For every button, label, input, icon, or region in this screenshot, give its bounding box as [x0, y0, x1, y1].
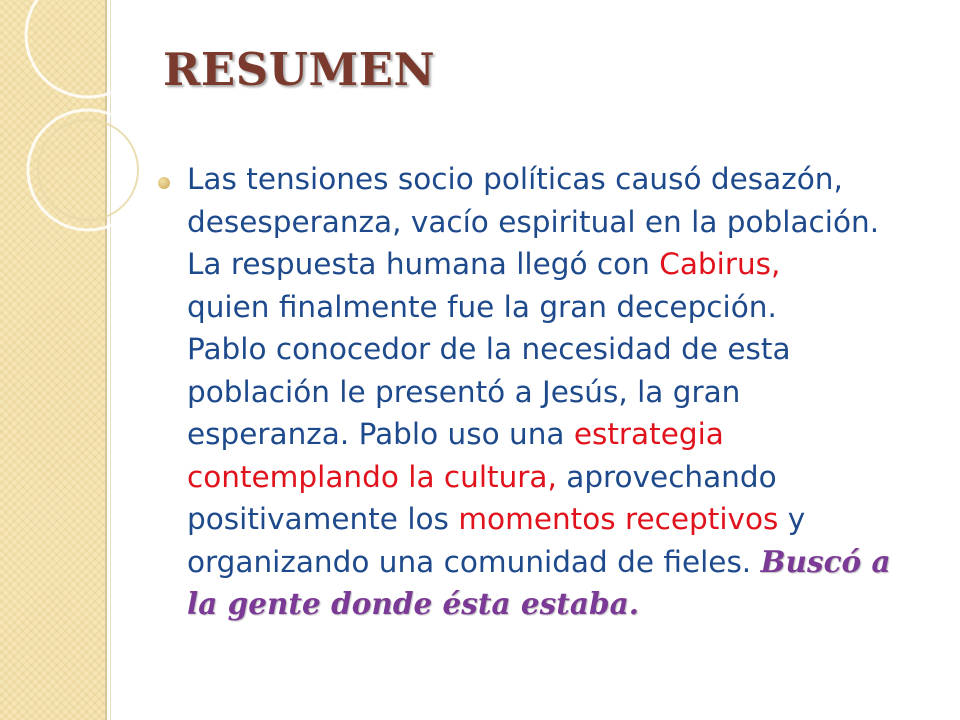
summary-paragraph	[187, 158, 932, 626]
highlight-cabirus: Cabirus,	[659, 247, 781, 281]
decorative-circle-outer	[26, 0, 140, 97]
highlight-momentos-receptivos: momentos receptivos	[458, 502, 779, 536]
bullet-icon	[158, 177, 170, 189]
highlight-contemplando-la-cultura: contemplando la cultura,	[187, 459, 557, 494]
decorative-circle-lower	[28, 110, 140, 230]
decorative-circle-lower-inner	[38, 120, 138, 220]
text-line-7: esperanza. Pablo uso una	[187, 417, 574, 451]
text-line-5: Pablo conocedor de la necesidad de esta	[187, 332, 791, 366]
text-line-3: La respuesta humana llegó con	[187, 247, 660, 281]
highlight-estrategia: estrategia	[573, 417, 724, 451]
text-line-8-end: aprovechando	[556, 459, 777, 494]
emphasis-la-gente-donde: la gente donde ésta estaba.	[187, 586, 640, 621]
text-line-4: quien finalmente fue la gran decepción.	[187, 289, 777, 324]
text-line-1: Las tensiones socio políticas causó desazón,	[187, 162, 843, 196]
text-line-9-end: y	[778, 502, 806, 536]
text-line-10: organizando una comunidad de fieles.	[187, 544, 761, 579]
decorative-circles	[0, 0, 140, 260]
emphasis-busco-a: Buscó a	[760, 543, 891, 579]
slide-title: RESUMEN	[163, 43, 436, 96]
text-line-2: desesperanza, vacío espiritual en la población.	[187, 204, 880, 239]
text-line-9: positivamente los	[187, 502, 459, 536]
text-line-6: población le presentó a Jesús, la gran	[187, 374, 741, 409]
